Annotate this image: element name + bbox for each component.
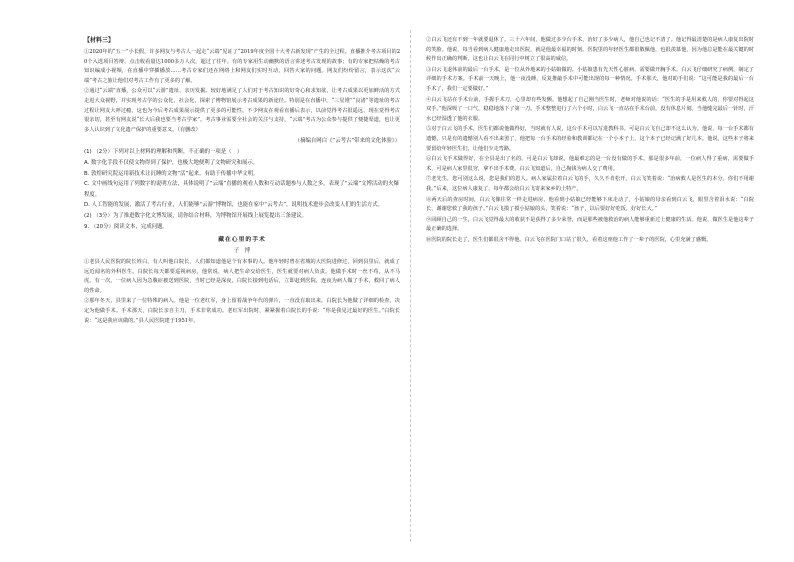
question-2-stem: (2) （3分）为了推进数字化文博发展，请你结合材料，为博物馆开展线上展览提出三条建议。: [84, 212, 308, 219]
question-1-option-a: A. 数字化手段不仅使文物得到了保护，也极大地便利了文物研究和展示。: [84, 159, 259, 166]
story-paragraph-r9: ⑩医院的院长走了，医生们都很舍不得他。白云飞在医院门口站了很久，看着这座他工作了一辈子的医院，心里充满了感慨。: [426, 236, 712, 243]
material-source: （摘编自网白《“云考古”带来的文化体验》）: [294, 138, 400, 145]
right-column: [426, 36, 754, 246]
question-1-option-c: C. 文中画线句运用了列数字的说明方法，具体说明了“云端”直播的观看人数和互动话题参与人数之多，表现了“云端”文博活动的火爆程度。: [84, 181, 399, 198]
story-paragraph-r2: ③白云飞退休前的最后一台手术，是一位从外地来的小姑娘做的。小姑娘患有先天性心脏病，需要做开胸手术。白云飞仔细研究了病例，制定了详细的手术方案。手术前一天晚上，他一夜没睡，反复推敲手术中可能出现的每一种情况。手术那天，他对助手们说：“这可能是我的最后一台手术了，我们一定要做好。”: [426, 66, 754, 92]
story-paragraph-1: ①老县人民医院的院长姓白，有人叫他白院长，人们都知道他是个有本事的人。他年轻时曾在省城的大医院进修过，回到县里后，就成了远近闻名的外科医生。白院长每天都要巡视病房，他常说，病人把生命交给医生，医生就要对病人负责。他做手术时一丝不苟，从不马虎。有一次，一位病人因为急腹症被送到医院，当时已经是深夜，白院长接到电话后，立即赶到医院，连夜为病人做了手术，救回了病人的性命。: [84, 259, 400, 294]
story-paragraph-r5: ⑥白云飞手术做得好，在全县是出了名的。可是白云飞却说，他最难忘的是一台没有做的手术。那是很多年前，一位病人得了重病，需要做手术，可是病人家里很穷，拿不出手术费。白云飞知道后，自己掏钱为病人交了费用。: [426, 156, 754, 172]
material-paragraph-2: ②通过“云端”直播，公众可以“云游”遗址、亲历发掘。较好地满足了人们对于考古知识的好奇心和求知欲，让考古成果以更加鲜活的方式走进大众视野，并实现考古学的公众化、社会化，探索了博物馆展示考古成果的新途径。特别是在直播中，“三星堆”“良渚”等遗址的考古过程让网友大呼过瘾，这也为今后考古成果展示提供了更多的可能性。不少网友在观看直播后表示，以前觉得考古很遥远，现在觉得考古很亲切，甚至有网友说“长大后我也要当考古学家”。考古事业需要全社会的关注与支持，“云端”考古为公众参与提供了便捷渠道，也让更多人认识到了文化遗产保护的重要意义。（有删改）: [84, 88, 400, 133]
story-paragraph-r4: ⑤对于白云飞的手术，医生们都说他做得好，当时就有人说，这台手术可以写进教科书。可是白云飞自己却不这么认为。他说，每一台手术都有遗憾，只是有的遗憾别人看不出来罢了。他把每一台手术的经验和教训都记在一个小本子上，这个本子已经记满了好几本。他说，这些本子将来要留给年轻医生们，让他们少走弯路。: [426, 126, 754, 152]
material-heading: 【材料三】: [84, 37, 115, 44]
question-1-option-b: B. 敦煌研究院运用新技术让沉睡的文物“活”起来，有助于传播中华文明。: [84, 170, 259, 177]
left-column: [84, 36, 400, 327]
question-9-stem: 9. （20分）阅读文本，完成问题。: [84, 223, 168, 230]
question-1-option-d: D. 人工智能的发展，激活了考古行业，人们能够“云游”博物馆，也能在家中“云考古”，说明技术进步会改变人们的生活方式。: [84, 202, 384, 209]
question-1-stem: (1) （2分）下列对以上材料的理解和判断，不正确的一项是（ ）: [84, 149, 243, 156]
material-paragraph-1: ①2020年的“五一”小长假，许多网友与考古人一起走“云端”见证了“2019年度全国十大考古新发现”产生的全过程。直播推介考古项目的20个入选项目答辩，点击收看量达1000多万人次，超过了往年。有的专家用生动幽默的语言讲述考古发现的故事；有的专家把枯燥的考古知识编成小视频，在直播中穿插播放……考古专家们还在网络上和网友们实时互动，回答大家的问题。网友们纷纷留言，表示这次“云端”考古之旅让他们对考古工作有了更多的了解。: [84, 49, 400, 84]
story-paragraph-r3: ④白云飞站在手术台前，手握手术刀，心里却有些发颤。他想起了自己刚当医生时，老师对他说的话：“医生的手是用来救人的，你要对得起这双手。”他深吸了一口气，稳稳地落下了第一刀。手术整整进行了六个小时，白云飞一直站在手术台前，没有休息片刻。当他缝完最后一针时，汗水已经湿透了他的衣服。: [426, 96, 754, 122]
column-divider: [410, 30, 411, 542]
story-paragraph-2: ②那年冬天，县里来了一位特殊的病人。他是一位老红军，身上留着战争年代的弹片，一直没有取出来。白院长为他做了详细的检查，决定为他做手术。手术那天，白院长亲自主刀，手术非常成功。老红军出院时，紧紧握着白院长的手说：“你是我见过最好的医生。”白院长说：“这是我应该做的。”县人民医院建于1951年。: [84, 298, 400, 324]
story-paragraph-r6: ⑦老先生，您可别这么说，您是我们的恩人。病人家属拉着白云飞的手，久久不肯松开。白云飞笑着说：“治病救人是医生的本分，你们不用谢我。”后来，这位病人康复了，每年都会给白云飞寄来家乡的土特产。: [426, 176, 754, 192]
story-paragraph-r1: ②白云飞还有不到一年就要退休了。三十六年间，他做过多少台手术，治好了多少病人，他自己也记不清了。他记得最清楚的是病人康复出院时的笑脸。他说，每当看到病人健康地走出医院，就是他最幸福的时刻。医院里的年轻医生都很敬佩他，也很羡慕他，因为他总是能在最关键的时候作出正确的判断，这也让白云飞在同行中树立了很高的威信。: [426, 37, 754, 63]
story-title: 藏在心里的手术: [218, 237, 266, 244]
story-author: 子 博: [233, 248, 251, 255]
story-paragraph-r7: ⑧两天后的查房时间，白云飞像往常一样走进病房，他看到小姑娘已经能够下床走动了，小姑娘的母亲看到白云飞，眼里含着泪水说：“白院长，谢谢您救了我的孩子。”白云飞摸了摸小姑娘的头，笑着说：“孩子，以后要好好吃饭，好好长大。”: [426, 196, 754, 213]
story-paragraph-r8: ⑨回顾自己的一生，白云飞觉得最大的收获不是获得了多少荣誉，而是那些被他救治的病人能够重新过上健康的生活。他说，做医生是他这辈子最正确的选择。: [426, 216, 754, 233]
